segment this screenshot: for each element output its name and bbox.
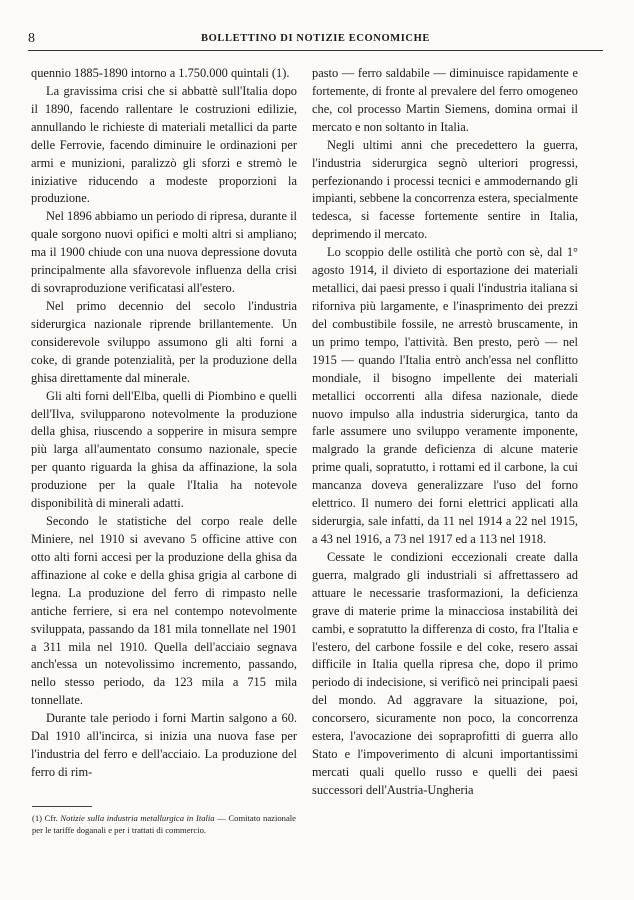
right-column (312, 65, 578, 800)
paragraph: Nel 1896 abbiamo un periodo di ripresa, durante il quale sorgono nuovi opifici e molti altri si ampliano; ma il 1900 chiude con una nuova depressione dovuta principalmente alla sfavorevole influenza della crisi di sovraproduzione verificatasi all'estero. (31, 209, 297, 296)
paragraph: Negli ultimi anni che precedettero la guerra, l'industria siderurgica segnò ulteriori progressi, perfezionando i processi tecnici e ammodernando gli impianti, sebbene la concorrenza estera, specialmente tedesca, si facesse fortemente sentire in Italia, deprimendo il mercato. (312, 137, 578, 242)
paragraph: Nel primo decennio del secolo l'industria siderurgica nazionale riprende brillantemente. Un considerevole sviluppo assumono gli alti forni a coke, di grande potenzialità, per la produzione della ghisa direttamente dal minerale. (31, 298, 297, 385)
paragraph: La gravissima crisi che si abbattè sull'Italia dopo il 1890, facendo rallentare le costruzioni edilizie, annullando le richieste di materiali metallici da parte delle Ferrovie, facendo diminuire le ordinazioni per armi e munizioni, paralizzò gli sforzi e stremò le iniziative riducendo a modeste proporzioni la produzione. (31, 83, 297, 206)
footnote-rule (32, 806, 92, 807)
paragraph: Cessate le condizioni eccezionali create dalla guerra, malgrado gli industriali si affrettassero ad attuare le necessarie trasformazioni, la deficienza grave di materie prime la minacciosa instabilità dei cambi, e sopratutto la differenza di costo, fra l'Italia e l'estero, del carbone fossile e del coke, resero assai difficile in Italia quella ripresa che, dopo il primo periodo di indecisione, si verificò nei principali paesi del mondo. Ad aggravare la situazione, poi, concorsero, sicuramente non poco, la concorrenza estera, l'avocazione dei sopraprofitti di guerra allo Stato e l'impoverimento di alcuni importantissimi mercati quali quello russo e quelli dei paesi successori dell'Austria-Ungheria (312, 549, 578, 797)
paragraph: Lo scoppio delle ostilità che portò con sè, dal 1° agosto 1914, il divieto di esportazione dei materiali metallici, dai paesi presso i quali l'industria italiana si riforniva più largamente, e l'inasprimento dei prezzi del combustibile fossile, ne arrestò bruscamente, in un primo tempo, l'attività. Ben presto, però — nel 1915 — quando l'Italia entrò anch'essa nel conflitto mondiale, il bisogno impellente dei materiali metallici occorrenti alla difesa nazionale, diede nuovo impulso alla industria siderurgica, tanto da farle assumere uno sviluppo veramente imponente, malgrado la grande deficienza di alcune materie prime quali, sopratutto, i rottami ed il carbone, la cui mancanza doveva generalizzare l'uso del forno elettrico. Il numero dei forni elettrici applicati alla siderurgia, sale infatti, da 11 nel 1914 a 22 nel 1915, a 43 nel 1916, a 73 nel 1917 ed a 113 nel 1918. (312, 245, 578, 546)
paragraph: pasto — ferro saldabile — diminuisce rapidamente e fortemente, di fronte al prevalere del ferro omogeneo che, col processo Martin Siemens, domina ormai il mercato e non soltanto in Italia. (312, 66, 578, 134)
footnote-cited-title: Notizie sulla industria metallurgica in Italia (60, 813, 215, 823)
header-rule (28, 50, 603, 51)
footnote-marker: (1) Cfr. (32, 813, 58, 823)
paragraph: Gli alti forni dell'Elba, quelli di Piombino e quelli dell'Ilva, svilupparono notevolmente la produzione della ghisa, riuscendo a sopperire in misura sempre più larga all'aumentato consumo nazionale, specie per quanto riguarda la ghisa da affinazione, la sola produzione per la quale l'Italia ha notevole disponibilità di minerali adatti. (31, 388, 297, 511)
paragraph: Secondo le statistiche del corpo reale delle Miniere, nel 1910 si avevano 5 officine attive con otto alti forni accesi per la produzione della ghisa da affinazione al coke e della ghisa grigia al carbone di legna. La produzione del ferro di rimpasto nelle antiche ferriere, si era nel contempo notevolmente sviluppata, passando da 181 mila tonnellate nel 1901 a 311 mila nel 1910. Quella dell'acciaio segnava anch'essa un notevolissimo incremento, passando, nello stesso periodo, da 123 mila a 715 mila tonnellate. (31, 514, 297, 708)
paragraph: Durante tale periodo i forni Martin salgono a 60. Dal 1910 all'incirca, si inizia una nuova fase per l'industria del ferro e dell'acciaio. La produzione del ferro di rim- (31, 711, 297, 779)
page-header (28, 31, 603, 47)
paragraph: quennio 1885-1890 intorno a 1.750.000 quintali (1). (31, 66, 290, 80)
footnote-text: — Comitato nazionale per le tariffe doganali e per i trattati di commercio. (32, 813, 296, 835)
running-title: BOLLETTINO DI NOTIZIE ECONOMICHE (201, 33, 430, 44)
footnote (32, 812, 296, 836)
page-number: 8 (28, 31, 35, 46)
left-column (31, 65, 297, 782)
